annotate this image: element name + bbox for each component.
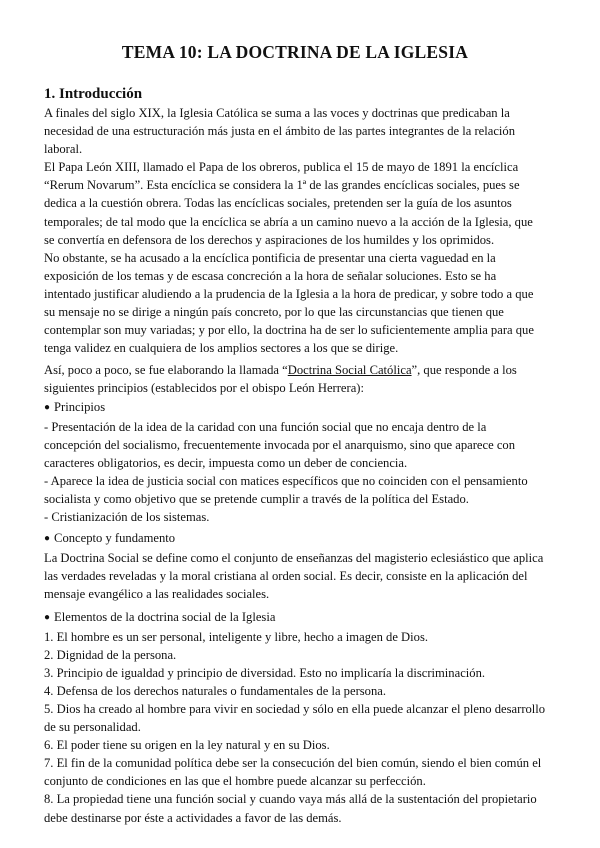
elementos-item: 5. Dios ha creado al hombre para vivir en sociedad y sólo en ella puede alcanzar el pleno desarrollo de su personalidad. xyxy=(44,702,546,735)
page-title: TEMA 10: LA DOCTRINA DE LA IGLESIA xyxy=(121,42,469,62)
intro-paragraph-1: A finales del siglo XIX, la Iglesia Católica se suma a las voces y doctrinas que predicaban la necesidad de una estructuración más justa en el ámbito de las partes integrantes de la relación laboral. xyxy=(44,106,516,157)
elementos-item: 6. El poder tiene su origen en la ley natural y en su Dios. xyxy=(44,738,330,753)
principios-item: - Aparece la idea de justicia social con matices específicos que no coinciden con el pensamiento socialista y como objetivo que se pretende cumplir a través de la política del Estado. xyxy=(44,473,528,506)
elementos-item: 8. La propiedad tiene una función social y cuando vaya más allá de la sustentación del propietario debe destinarse por éste a actividades a favor de las demás. xyxy=(44,792,537,825)
principios-heading: ● Principios xyxy=(44,398,546,418)
dsc-text-after: ”, que responde a los siguientes principios (establecidos por el obispo León Herrera): xyxy=(44,363,517,396)
concepto-heading: ● Concepto y fundamento xyxy=(44,529,546,549)
elementos-item: 2. Dignidad de la persona. xyxy=(44,647,177,662)
dsc-paragraph xyxy=(44,361,546,397)
section-heading-introduccion: 1. Introducción xyxy=(44,86,143,102)
dsc-underlined-term: Doctrina Social Católica xyxy=(287,363,412,378)
elementos-item: 7. El fin de la comunidad política debe ser la consecución del bien común, siendo el bien común el conjunto de condiciones en las que el hombre puede alcanzar su perfección. xyxy=(44,756,542,789)
elementos-heading: ● Elementos de la doctrina social de la Iglesia xyxy=(44,608,546,628)
concepto-paragraph: La Doctrina Social se define como el conjunto de enseñanzas del magisterio eclesiástico que aplica las verdades reveladas y la moral cristiana al orden social. Es decir, consiste en la aplicación del mensaje evangélico a las realidades sociales. xyxy=(44,551,544,602)
elementos-item: 4. Defensa de los derechos naturales o fundamentales de la persona. xyxy=(44,683,386,698)
principios-item: - Cristianización de los sistemas. xyxy=(44,510,210,525)
intro-paragraph-3: No obstante, se ha acusado a la encíclica pontificia de presentar una cierta vaguedad en la exposición de los temas y de escasa concreción a la hora de señalar soluciones. Esto se ha intentado justificar aludiendo a la prudencia de la Iglesia a la hora de predicar, y sobre todo a que su mensaje no se dirige a ningún país concreto, por lo que las circunstancias que tienen que contemplar son muy variadas; y por ello, la doctrina ha de ser lo suficientemente amplia para que tenga validez en cualquiera de los amplios sectores a los que se dirige. xyxy=(44,250,534,356)
elementos-item: 1. El hombre es un ser personal, inteligente y libre, hecho a imagen de Dios. xyxy=(44,629,428,644)
elementos-item: 3. Principio de igualdad y principio de diversidad. Esto no implicaría la discriminación. xyxy=(44,665,486,680)
principios-item: - Presentación de la idea de la caridad con una función social que no encaja dentro de la concepción del socialismo, frecuentemente invocada por el anarquismo, sino que aparece con caracteres obligatorios, es decir, impuesta como un deber de conciencia. xyxy=(44,419,516,470)
dsc-text-before: Así, poco a poco, se fue elaborando la llamada “ xyxy=(44,363,288,378)
intro-paragraph-2: El Papa León XIII, llamado el Papa de los obreros, publica el 15 de mayo de 1891 la encíclica “Rerum Novarum”. Esta encíclica se considera la 1ª de las grandes encíclicas sociales, pues se dedica a la cuestión obrera. Todas las encíclicas sociales, pretenden ser la guía de los asuntos temporales; de tal modo que la encíclica se abría a un camino nuevo a la acción de la Iglesia, que se convertía en defensora de los derechos y aspiraciones de los humildes y los oprimidos. xyxy=(44,160,533,247)
